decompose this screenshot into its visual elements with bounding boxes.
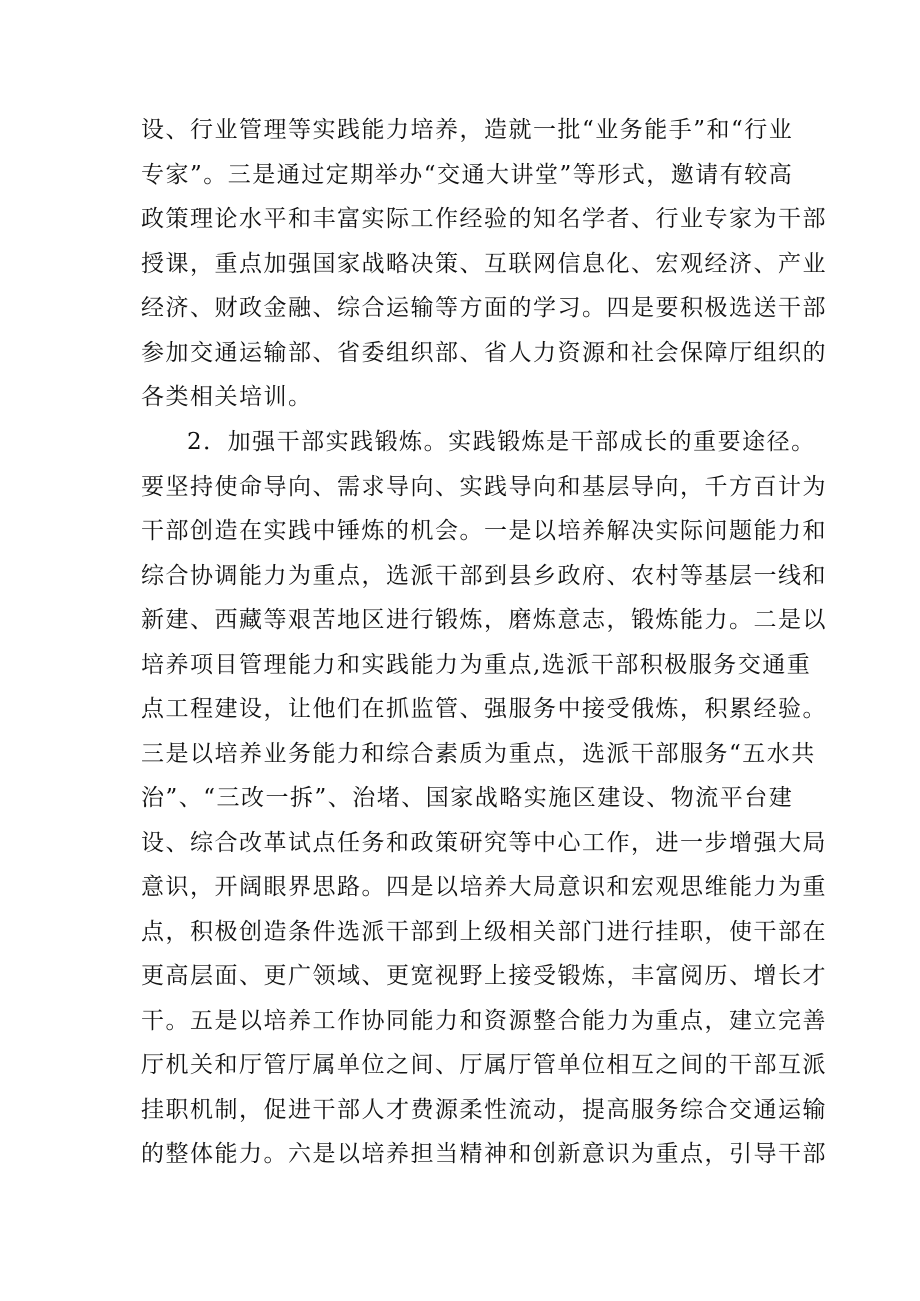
- text-line: 培养项目管理能力和实践能力为重点,选派干部积极服务交通重: [141, 651, 812, 678]
- text-line: 经济、财政金融、综合运输等方面的学习。四是要积极选送干部: [141, 295, 827, 321]
- text-line: 各类相关培训。: [141, 384, 313, 410]
- text-line: 授课，重点加强国家战略决策、互联网信息化、宏观经济、产业: [141, 250, 827, 277]
- text-line: 干部创造在实践中锤炼的机会。一是以培养解决实际问题能力和: [141, 518, 827, 544]
- text-line: 三是以培养业务能力和综合素质为重点，选派干部服务“五水共: [141, 740, 816, 767]
- text-line: 更高层面、更广领域、更宽视野上接受锻炼，丰富阅历、增长才: [141, 963, 827, 989]
- text-line: 综合协调能力为重点，选派干部到县乡政府、农村等基层一线和: [141, 562, 827, 589]
- section-heading-line: 2．加强干部实践锻炼。实践锻炼是干部成长的重要途径。: [187, 429, 816, 455]
- text-line: 要坚持使命导向、需求导向、实践导向和基层导向，千方百计为: [141, 473, 827, 500]
- text-line: 设、行业管理等实践能力培养，造就一批“业务能手”和“行业: [141, 117, 794, 143]
- paragraph-practice-training: [141, 420, 827, 1177]
- text-line: 的整体能力。六是以培养担当精神和创新意识为重点，引导干部: [141, 1141, 827, 1167]
- text-line: 点工程建设，让他们在抓监管、强服务中接受俄炼，积累经验。: [141, 696, 827, 722]
- text-line: 参加交通运输部、省委组织部、省人力资源和社会保障厅组织的: [141, 339, 827, 366]
- text-line: 治”、“三改一拆”、治堵、国家战略实施区建设、物流平台建: [141, 785, 794, 811]
- text-line: 点，积极创造条件选派干部到上级相关部门进行挂职，使干部在: [141, 918, 827, 945]
- text-line: 设、综合改革试点任务和政策研究等中心工作，进一步增强大局: [141, 829, 827, 856]
- text-line: 政策理论水平和丰富实际工作经验的知名学者、行业专家为干部: [141, 206, 827, 232]
- text-line: 干。五是以培养工作协同能力和资源整合能力为重点，建立完善: [141, 1007, 827, 1034]
- text-line: 专家”。三是通过定期举办“交通大讲堂”等形式，邀请有较高: [141, 161, 794, 188]
- text-line: 意识，开阔眼界思路。四是以培养大局意识和宏观思维能力为重: [141, 874, 827, 900]
- paragraph-training-continuation: [141, 108, 827, 420]
- text-line: 新建、西藏等艰苦地区进行锻炼，磨炼意志，锻炼能力。二是以: [141, 607, 827, 633]
- text-line: 厅机关和厅管厅属单位之间、厅属厅管单位相互之间的干部互派: [141, 1052, 827, 1078]
- text-line: 挂职机制，促进干部人才费源柔性流动，提高服务综合交通运输: [141, 1096, 827, 1123]
